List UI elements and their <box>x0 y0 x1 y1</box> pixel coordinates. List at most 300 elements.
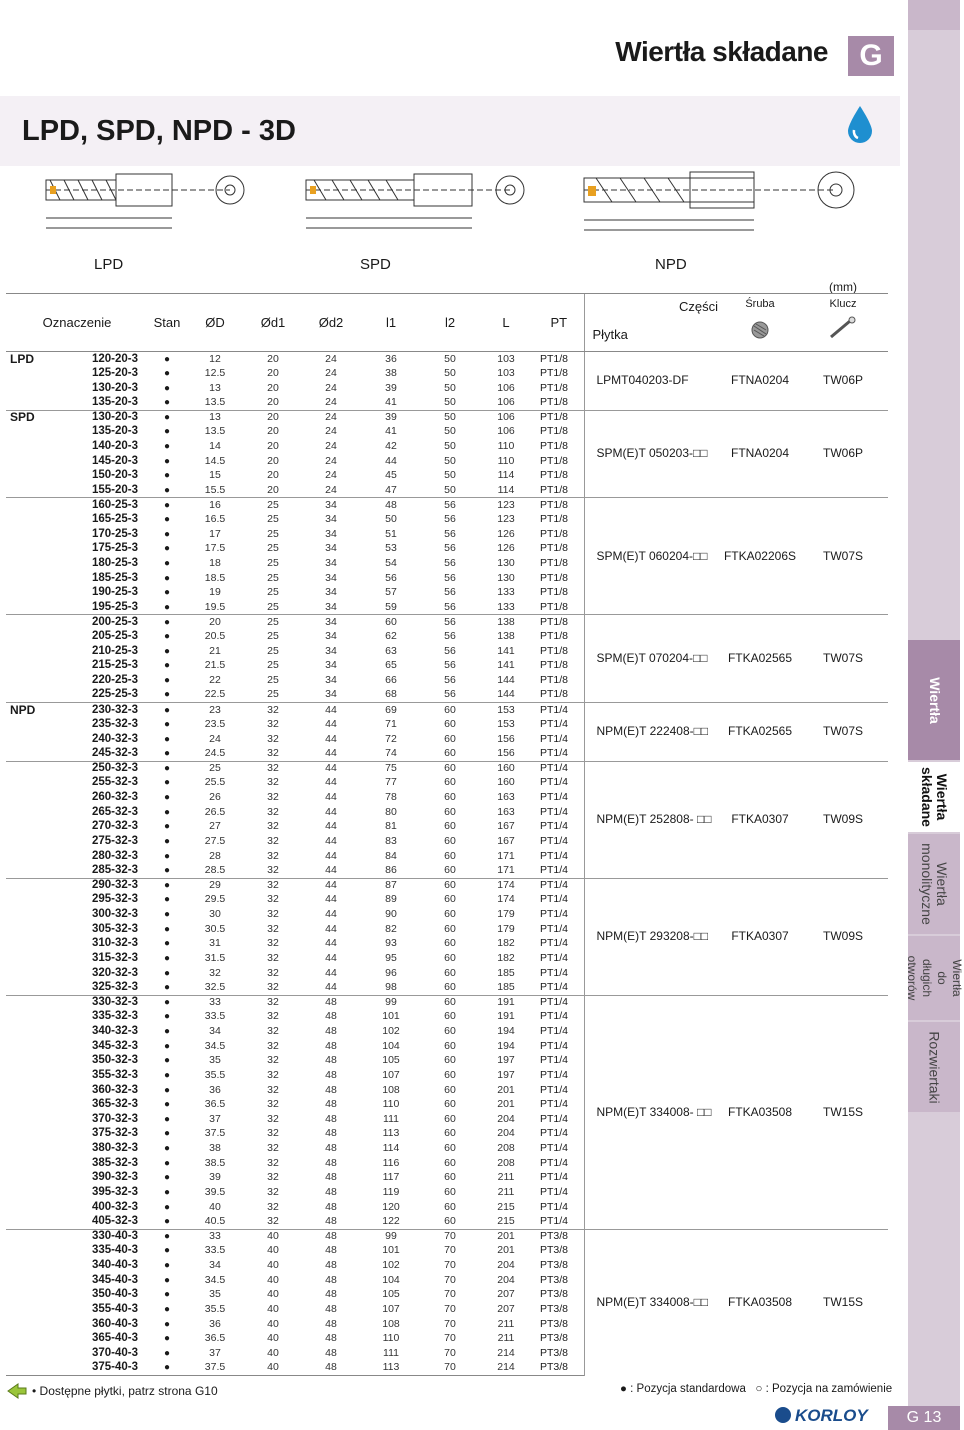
cell-pt: PT1/4 <box>534 995 584 1010</box>
tab-wiertla-monolityczne[interactable] <box>908 834 960 934</box>
cell-stock: ● <box>163 777 171 789</box>
cell-l2: 50 <box>444 483 456 496</box>
cell-d2: 48 <box>325 1302 337 1315</box>
cell-designation: 395-32-3 <box>91 1185 138 1198</box>
cell-pt: PT1/4 <box>534 761 584 776</box>
table-row <box>6 995 888 1010</box>
part-screw: FTNA0204 <box>722 410 798 498</box>
cell-d2: 24 <box>325 483 337 496</box>
cell-d2: 48 <box>325 1054 337 1067</box>
cell-d2: 48 <box>325 1025 337 1038</box>
cell-d1: 20 <box>267 366 279 379</box>
cell-d2: 34 <box>325 557 337 570</box>
cell-d: 37.5 <box>186 1361 244 1376</box>
cell-d1: 32 <box>267 791 279 804</box>
cell-d2: 44 <box>325 776 337 789</box>
cell-l2: 60 <box>422 878 478 893</box>
cell-stock: ● <box>163 470 171 482</box>
cell-l2: 60 <box>444 791 456 804</box>
cell-pt: PT1/8 <box>540 688 569 701</box>
cell-d1: 32 <box>267 966 279 979</box>
cell-stock: ● <box>163 587 171 599</box>
part-insert: SPM(E)T 070204-□□ <box>584 615 722 703</box>
group-label <box>6 951 56 966</box>
cell-d: 35.5 <box>204 1302 226 1315</box>
part-wrench: TW07S <box>798 615 888 703</box>
cell-pt: PT1/4 <box>540 1214 569 1227</box>
legend <box>620 1383 892 1395</box>
cell-d: 38.5 <box>204 1156 226 1169</box>
cell-designation: 215-25-3 <box>91 659 138 672</box>
korloy-logo <box>775 1406 868 1426</box>
insert-note <box>6 1384 218 1398</box>
cell-l: 156 <box>497 732 515 745</box>
cell-pt: PT1/4 <box>540 849 569 862</box>
group-label <box>6 1229 56 1244</box>
cell-stock: ● <box>163 353 171 365</box>
cell-d: 22.5 <box>204 688 226 701</box>
cell-stock: ● <box>163 660 171 672</box>
cell-designation: 365-32-3 <box>91 1098 138 1111</box>
cell-d2: 44 <box>325 922 337 935</box>
cell-d2: 48 <box>325 1068 337 1081</box>
group-label <box>6 1024 56 1039</box>
table-row <box>6 352 888 367</box>
cell-stock: ● <box>163 821 171 833</box>
cell-stock: ● <box>163 1084 171 1096</box>
group-label <box>6 395 56 410</box>
cell-l2: 56 <box>444 571 456 584</box>
cell-designation: 280-32-3 <box>91 849 138 862</box>
cell-stock: ● <box>163 631 171 643</box>
cell-stock: ● <box>163 1128 171 1140</box>
cell-l: 179 <box>497 908 515 921</box>
cell-l1: 107 <box>382 1302 400 1315</box>
cell-d1: 32 <box>267 1156 279 1169</box>
cell-d: 35.5 <box>204 1068 226 1081</box>
group-label <box>6 1156 56 1171</box>
korloy-logo-mark <box>775 1407 791 1423</box>
cell-stock: ● <box>163 923 171 935</box>
cell-d: 34 <box>209 1025 221 1038</box>
cell-l: 207 <box>497 1302 515 1315</box>
cell-stock: ● <box>163 1040 171 1052</box>
cell-l: 197 <box>497 1068 515 1081</box>
cell-designation: 230-32-3 <box>56 703 148 718</box>
sidebar-stripe <box>908 0 960 30</box>
cell-l2: 50 <box>444 440 456 453</box>
cell-stock: ● <box>163 558 171 570</box>
cell-d: 37 <box>209 1112 221 1125</box>
tab-wiertla-dlugie[interactable] <box>905 936 964 1020</box>
cell-l1: 68 <box>385 688 397 701</box>
cell-l1: 60 <box>360 615 422 630</box>
group-label <box>6 1258 56 1273</box>
group-label <box>6 1083 56 1098</box>
cell-designation: 345-40-3 <box>91 1273 138 1286</box>
group-label <box>6 1346 56 1361</box>
cell-d1: 40 <box>267 1346 279 1359</box>
cell-l2: 60 <box>444 1083 456 1096</box>
cell-pt: PT1/8 <box>534 615 584 630</box>
cell-designation: 355-40-3 <box>91 1302 138 1315</box>
cell-d2: 44 <box>325 893 337 906</box>
cell-d1: 40 <box>244 1361 302 1376</box>
cell-l1: 111 <box>383 1112 399 1125</box>
group-label <box>6 761 56 776</box>
cell-pt: PT1/8 <box>540 630 569 643</box>
cell-pt: PT1/4 <box>540 980 569 993</box>
cell-l2: 70 <box>444 1302 456 1315</box>
cell-pt: PT1/4 <box>540 893 569 906</box>
cell-d: 16.5 <box>204 513 226 526</box>
cell-l: 182 <box>497 937 515 950</box>
group-label <box>6 659 56 674</box>
cell-designation: 150-20-3 <box>91 469 138 482</box>
cell-l: 123 <box>497 513 515 526</box>
tab-wiertla-skladane[interactable] <box>908 762 960 832</box>
cell-d: 26 <box>209 791 221 804</box>
group-label <box>6 454 56 469</box>
cell-stock: ● <box>163 1303 171 1315</box>
cell-l2: 56 <box>444 557 456 570</box>
group-label <box>6 732 56 747</box>
cell-l2: 70 <box>444 1288 456 1301</box>
cell-d1: 32 <box>267 908 279 921</box>
cell-d: 32 <box>209 966 221 979</box>
header-l2: l2 <box>422 294 478 352</box>
cell-d1: 25 <box>267 674 279 687</box>
cell-designation: 210-25-3 <box>91 644 138 657</box>
cell-l2: 60 <box>444 1127 456 1140</box>
cell-designation: 370-32-3 <box>91 1112 138 1125</box>
cell-d1: 32 <box>267 717 279 730</box>
tab-rozwiertaki[interactable] <box>908 1022 960 1112</box>
cell-d2: 48 <box>325 1214 337 1227</box>
cell-l1: 104 <box>382 1273 400 1286</box>
cell-d2: 34 <box>325 527 337 540</box>
header-screw-cell <box>722 294 798 352</box>
group-label <box>6 980 56 995</box>
part-insert: LPMT040203-DF <box>584 352 722 411</box>
cell-pt: PT1/8 <box>540 483 569 496</box>
group-label <box>6 1054 56 1069</box>
cell-d2: 24 <box>325 381 337 394</box>
group-label <box>6 995 56 1010</box>
cell-l2: 56 <box>422 498 478 513</box>
cell-stock: ● <box>163 441 171 453</box>
drawing-label-npd: NPD <box>655 256 687 273</box>
cell-l: 204 <box>497 1273 515 1286</box>
cell-d1: 25 <box>267 513 279 526</box>
cell-d2: 24 <box>325 352 337 365</box>
cell-d: 31 <box>209 937 221 950</box>
cell-l2: 60 <box>444 922 456 935</box>
cell-l: 182 <box>497 951 515 964</box>
cell-pt: PT3/8 <box>534 1361 584 1376</box>
cell-pt: PT1/4 <box>540 776 569 789</box>
cell-d1: 32 <box>267 805 279 818</box>
cell-d2: 24 <box>325 395 337 408</box>
cell-l2: 56 <box>444 659 456 672</box>
cell-l1: 113 <box>382 1127 400 1140</box>
cell-pt: PT1/4 <box>540 1127 569 1140</box>
cell-l1: 96 <box>385 966 397 979</box>
part-wrench: TW09S <box>798 761 888 878</box>
cell-d2: 34 <box>302 615 360 630</box>
cell-l1: 98 <box>385 980 397 993</box>
cell-d: 30.5 <box>204 922 226 935</box>
cell-designation: 335-32-3 <box>91 1010 138 1023</box>
header-l1: l1 <box>360 294 422 352</box>
cell-designation: 145-20-3 <box>91 454 138 467</box>
cell-pt: PT1/8 <box>540 454 569 467</box>
cell-d: 14.5 <box>204 454 226 467</box>
cell-l1: 62 <box>385 630 397 643</box>
cell-l2: 60 <box>444 834 456 847</box>
cell-l2: 60 <box>444 980 456 993</box>
cell-l2: 60 <box>444 937 456 950</box>
cell-l: 153 <box>497 717 515 730</box>
cell-l2: 60 <box>444 1098 456 1111</box>
cell-l1: 102 <box>382 1259 400 1272</box>
cell-stock: ● <box>163 1347 171 1359</box>
part-wrench: TW09S <box>798 878 888 995</box>
cell-d1: 40 <box>267 1332 279 1345</box>
cell-l: 106 <box>497 425 515 438</box>
cell-d: 40.5 <box>204 1214 226 1227</box>
part-insert: SPM(E)T 060204-□□ <box>584 498 722 615</box>
cell-l2: 56 <box>444 644 456 657</box>
cell-d2: 48 <box>325 1259 337 1272</box>
cell-stock: ● <box>163 514 171 526</box>
cell-pt: PT1/4 <box>540 732 569 745</box>
cell-l2: 60 <box>444 893 456 906</box>
cell-pt: PT1/8 <box>540 542 569 555</box>
header-insert: Płytka <box>592 327 628 342</box>
cell-designation: 365-40-3 <box>91 1332 138 1345</box>
cell-stock: ● <box>163 1099 171 1111</box>
group-label <box>6 512 56 527</box>
cell-stock: ● <box>163 382 171 394</box>
cell-d: 36 <box>209 1083 221 1096</box>
cell-l1: 75 <box>360 761 422 776</box>
group-label <box>6 629 56 644</box>
cell-pt: PT1/8 <box>540 425 569 438</box>
cell-l2: 60 <box>444 908 456 921</box>
group-label <box>6 863 56 878</box>
cell-designation: 320-32-3 <box>91 966 138 979</box>
cell-stock: ● <box>163 894 171 906</box>
group-label <box>6 615 56 630</box>
cell-d1: 32 <box>267 849 279 862</box>
cell-pt: PT1/8 <box>540 644 569 657</box>
cell-d2: 44 <box>325 746 337 759</box>
table-row <box>6 615 888 630</box>
cell-d1: 32 <box>267 746 279 759</box>
cell-l: 215 <box>497 1214 515 1227</box>
cell-d: 13 <box>209 381 221 394</box>
cell-l: 214 <box>478 1361 534 1376</box>
cell-l: 194 <box>497 1039 515 1052</box>
group-label <box>6 922 56 937</box>
cell-d: 33 <box>186 1229 244 1244</box>
cell-l1: 93 <box>385 937 397 950</box>
cell-d2: 48 <box>325 1039 337 1052</box>
cell-d: 36.5 <box>204 1098 226 1111</box>
cell-designation: 345-32-3 <box>91 1039 138 1052</box>
cell-pt: PT1/4 <box>540 1025 569 1038</box>
cell-l1: 108 <box>382 1083 400 1096</box>
cell-d2: 34 <box>325 644 337 657</box>
group-label <box>6 469 56 484</box>
cell-pt: PT1/4 <box>540 1185 569 1198</box>
cell-l1: 84 <box>385 849 397 862</box>
cell-l: 141 <box>497 644 515 657</box>
cell-stock: ● <box>148 761 186 776</box>
group-label <box>6 1010 56 1025</box>
cell-pt: PT3/8 <box>540 1273 569 1286</box>
cell-d1: 32 <box>267 893 279 906</box>
cell-pt: PT1/4 <box>540 1068 569 1081</box>
cell-designation: 330-40-3 <box>56 1229 148 1244</box>
cell-d1: 25 <box>244 498 302 513</box>
cell-l1: 69 <box>360 703 422 718</box>
cell-stock: ● <box>163 909 171 921</box>
part-insert: NPM(E)T 222408-□□ <box>584 703 722 762</box>
cell-l: 167 <box>497 820 515 833</box>
cell-d1: 32 <box>267 1098 279 1111</box>
group-label <box>6 1097 56 1112</box>
cell-d1: 25 <box>267 600 279 613</box>
cell-d2: 44 <box>325 908 337 921</box>
cell-d2: 48 <box>325 1288 337 1301</box>
group-label: NPD <box>6 703 56 718</box>
cell-pt: PT1/8 <box>540 586 569 599</box>
cell-l: 185 <box>497 980 515 993</box>
section-letter: G <box>848 36 894 76</box>
header-d1: Ød1 <box>244 294 302 352</box>
cell-stock: ● <box>148 410 186 425</box>
cell-d2: 24 <box>325 440 337 453</box>
group-label <box>6 1200 56 1215</box>
cell-pt: PT1/8 <box>540 469 569 482</box>
cell-designation: 285-32-3 <box>91 863 138 876</box>
cell-l1: 114 <box>382 1142 400 1155</box>
cell-l2: 50 <box>444 381 456 394</box>
cell-stock: ● <box>163 1318 171 1330</box>
cell-d: 20 <box>186 615 244 630</box>
cell-l2: 70 <box>444 1273 456 1286</box>
cell-l1: 105 <box>382 1288 400 1301</box>
cell-l1: 99 <box>360 1229 422 1244</box>
group-label <box>6 1331 56 1346</box>
group-label <box>6 381 56 396</box>
cell-l1: 95 <box>385 951 397 964</box>
cell-d2: 48 <box>325 1317 337 1330</box>
page-title: LPD, SPD, NPD - 3D <box>22 115 296 147</box>
cell-l1: 77 <box>385 776 397 789</box>
group-label <box>6 1288 56 1303</box>
cell-d1: 32 <box>267 732 279 745</box>
cell-d2: 34 <box>325 586 337 599</box>
cell-d: 34.5 <box>204 1039 226 1052</box>
header-wrench: Klucz <box>829 298 857 310</box>
cell-d2: 34 <box>325 542 337 555</box>
cell-d: 24 <box>209 732 221 745</box>
cell-l: 174 <box>478 878 534 893</box>
cell-l: 123 <box>478 498 534 513</box>
cell-stock: ● <box>163 367 171 379</box>
cell-l2: 60 <box>444 746 456 759</box>
cell-designation: 340-40-3 <box>91 1259 138 1272</box>
part-insert: NPM(E)T 334008- □□ <box>584 995 722 1229</box>
group-label <box>6 483 56 498</box>
cell-stock: ● <box>163 645 171 657</box>
cell-l: 211 <box>497 1332 515 1345</box>
group-label <box>6 776 56 791</box>
header-pt: PT <box>534 294 584 352</box>
cell-designation: 250-32-3 <box>56 761 148 776</box>
cell-designation: 175-25-3 <box>91 542 138 555</box>
group-label <box>6 425 56 440</box>
cell-d1: 40 <box>267 1273 279 1286</box>
cell-l: 185 <box>497 966 515 979</box>
cell-l2: 60 <box>422 995 478 1010</box>
cell-l2: 60 <box>444 820 456 833</box>
cell-d: 40 <box>209 1200 221 1213</box>
cell-designation: 185-25-3 <box>91 571 138 584</box>
cell-designation: 375-40-3 <box>56 1361 148 1376</box>
cell-stock: ● <box>148 615 186 630</box>
cell-d2: 34 <box>302 498 360 513</box>
cell-stock: ● <box>163 1143 171 1155</box>
cell-d1: 32 <box>244 995 302 1010</box>
cell-l2: 70 <box>422 1229 478 1244</box>
cell-d2: 48 <box>325 1112 337 1125</box>
cell-l2: 56 <box>444 542 456 555</box>
cell-pt: PT1/8 <box>540 557 569 570</box>
cell-l1: 110 <box>382 1098 400 1111</box>
group-label <box>6 878 56 893</box>
drawing-label-spd: SPD <box>360 256 391 273</box>
cell-l: 211 <box>497 1185 515 1198</box>
cell-l1: 78 <box>385 791 397 804</box>
cell-designation: 160-25-3 <box>56 498 148 513</box>
cell-pt: PT1/4 <box>540 834 569 847</box>
cell-l1: 66 <box>385 674 397 687</box>
cell-designation: 350-40-3 <box>91 1288 138 1301</box>
group-label <box>6 1127 56 1142</box>
cell-d1: 25 <box>267 688 279 701</box>
header-wrench-cell <box>798 294 888 352</box>
cell-d: 18 <box>209 557 221 570</box>
cell-l1: 119 <box>382 1185 400 1198</box>
cell-stock: ● <box>163 1186 171 1198</box>
tab-wiertla[interactable] <box>908 640 960 760</box>
cell-pt: PT1/4 <box>540 1156 569 1169</box>
cell-l1: 81 <box>385 820 397 833</box>
cell-d: 35 <box>209 1054 221 1067</box>
cell-d2: 44 <box>325 820 337 833</box>
group-label <box>6 1039 56 1054</box>
cell-d: 12 <box>209 352 221 365</box>
cell-pt: PT1/8 <box>540 674 569 687</box>
cell-d: 23 <box>186 703 244 718</box>
cell-d2: 44 <box>302 761 360 776</box>
group-label <box>6 586 56 601</box>
wrench-icon <box>828 316 858 340</box>
